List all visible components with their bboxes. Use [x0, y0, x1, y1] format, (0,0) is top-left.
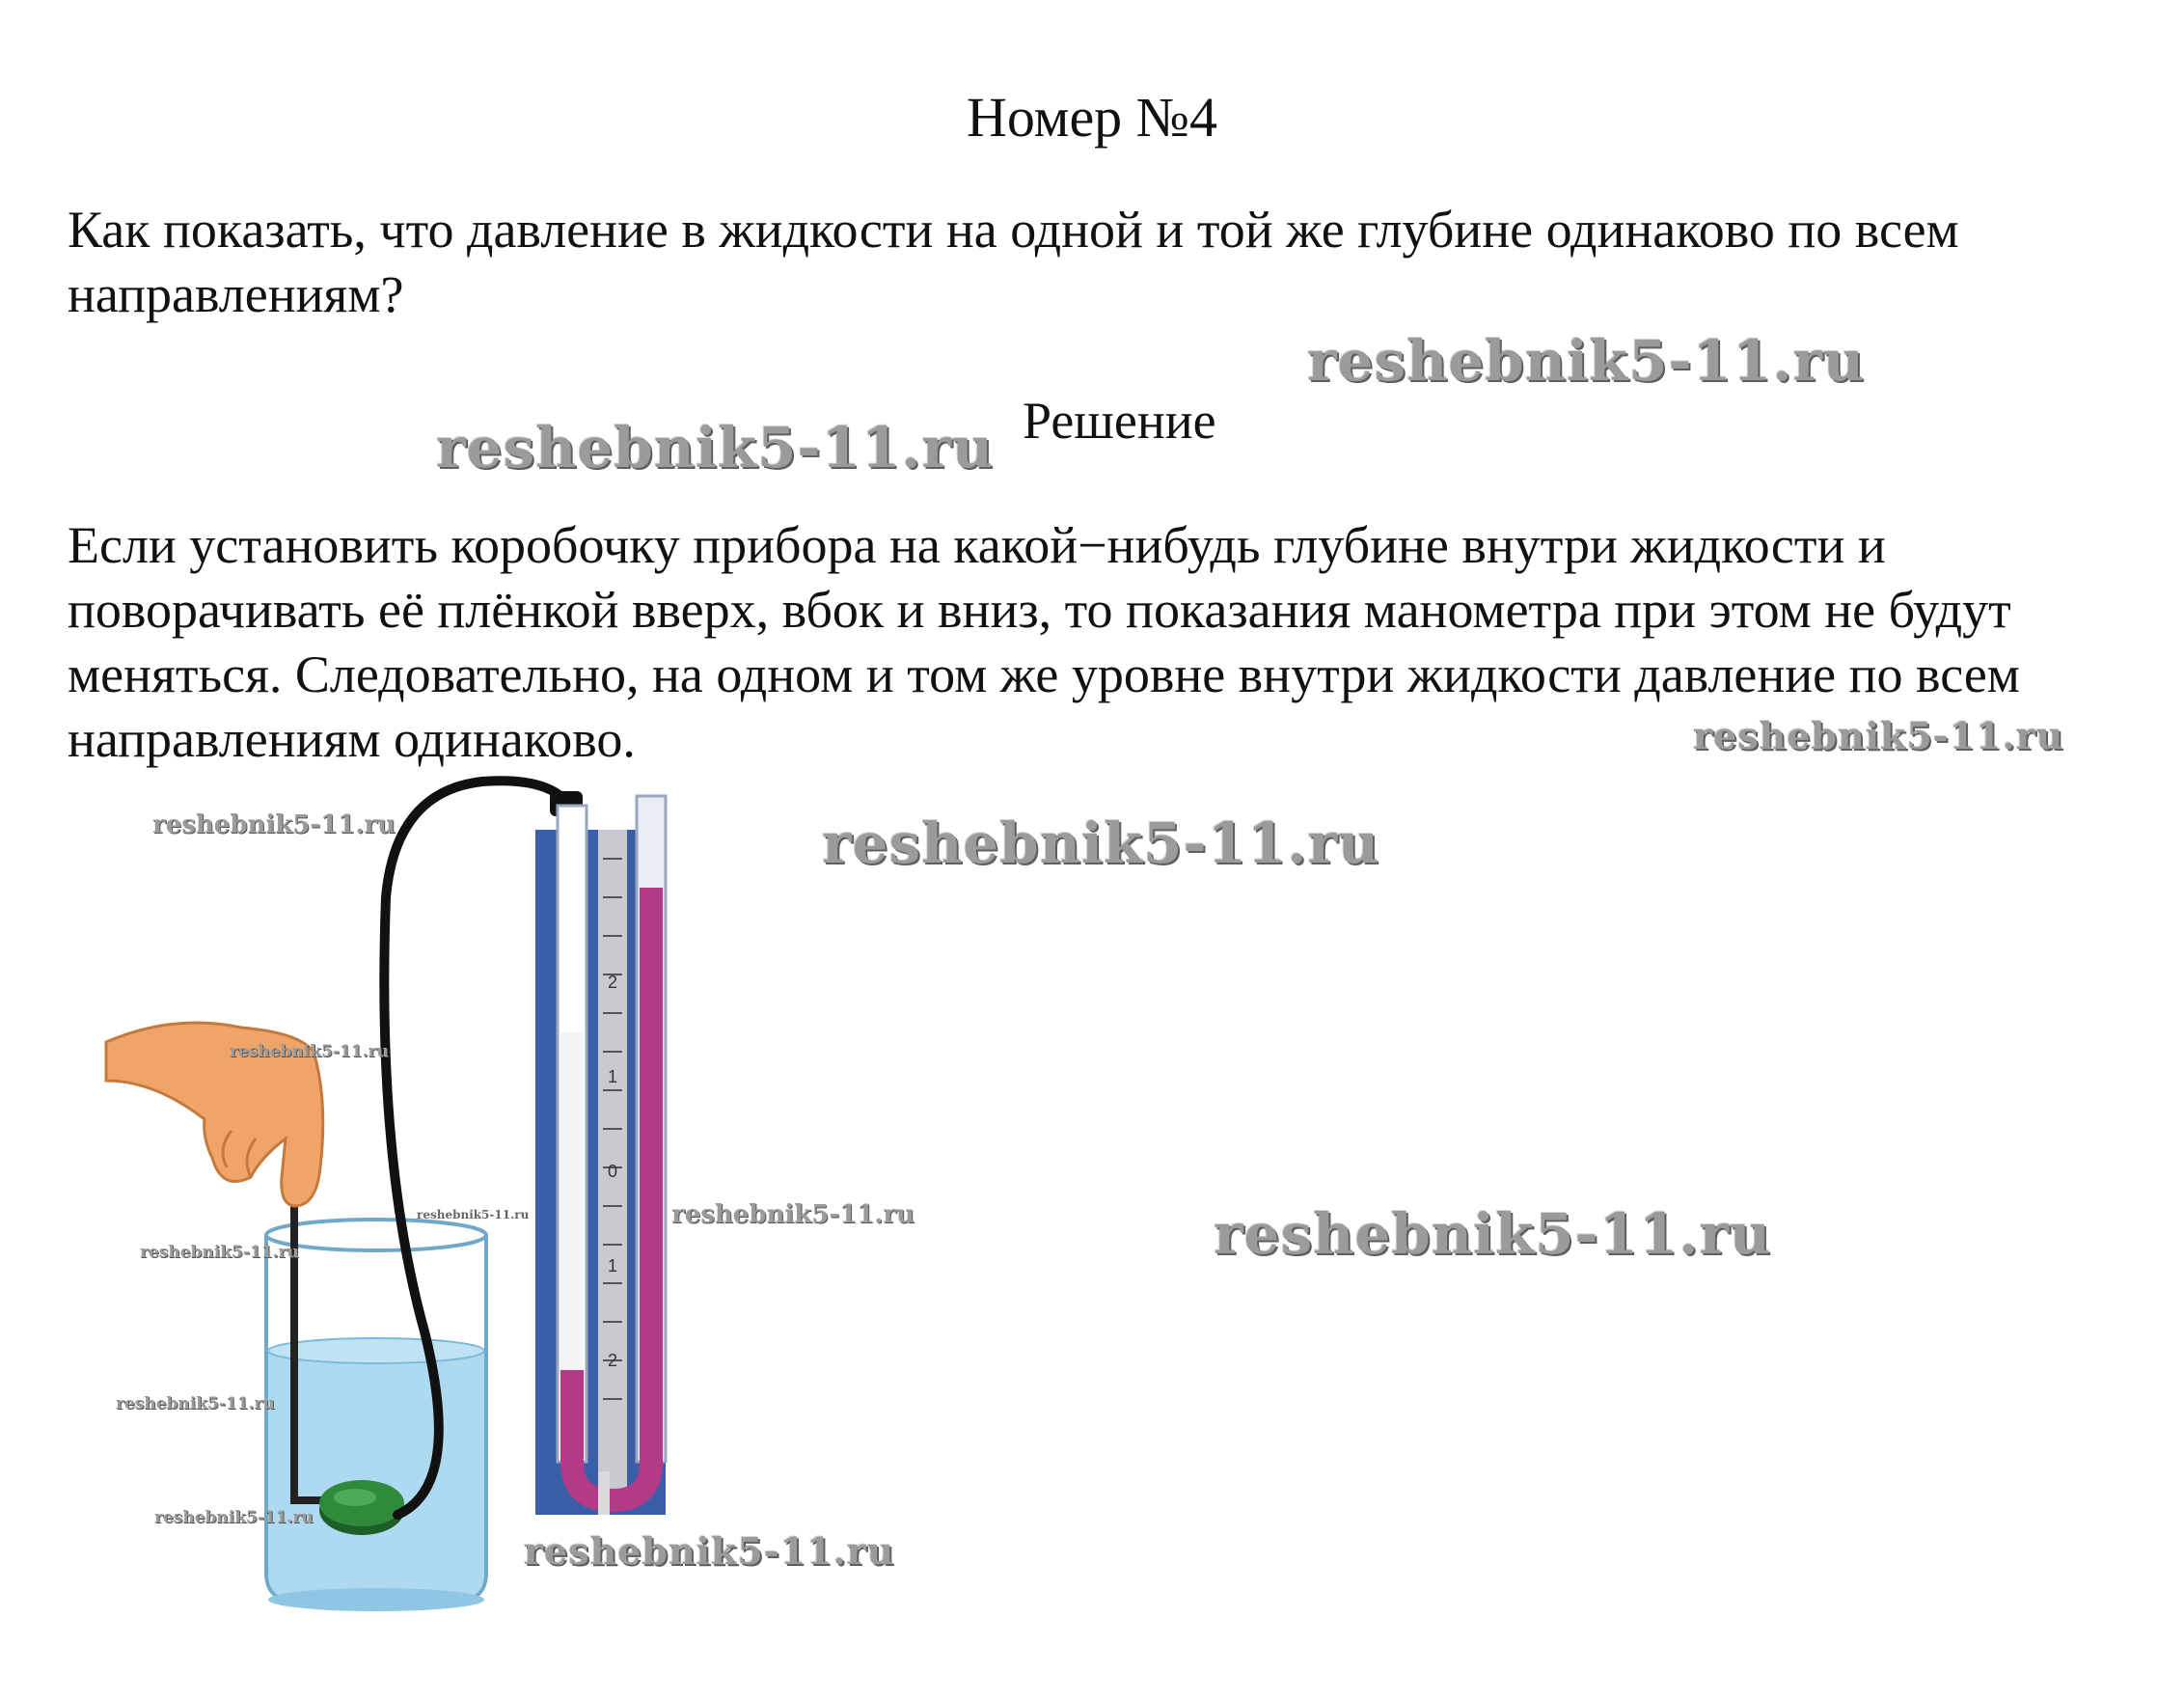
watermark: reshebnik5-11.ru	[822, 810, 1380, 876]
watermark: reshebnik5-11.ru	[230, 1042, 389, 1061]
beaker	[266, 1220, 486, 1611]
watermark: reshebnik5-11.ru	[417, 1208, 530, 1221]
liquid-column	[640, 888, 663, 1462]
watermark: reshebnik5-11.ru	[1693, 714, 2064, 757]
watermark: reshebnik5-11.ru	[154, 1508, 314, 1527]
scale-label: 2	[607, 973, 618, 992]
watermark: reshebnik5-11.ru	[116, 1394, 275, 1413]
water	[268, 1351, 484, 1600]
scale-label: 1	[607, 1067, 618, 1086]
page-title: Номер №4	[966, 86, 1218, 149]
answer-text: Если установить коробочку прибора на какой−нибудь глубине внутри жидкости и поворачивать её плёнкой вверх, вбок и вниз, то показания манометра при этом не будут меняться. Следовательно, на одном и том же уровне внутри жидкости давление по всем направлениям одинаково.	[68, 516, 2020, 768]
solution-heading: Решение	[1023, 392, 1216, 450]
watermark: reshebnik5-11.ru	[524, 1529, 895, 1573]
watermark: reshebnik5-11.ru	[1214, 1201, 1772, 1267]
scale-label: 1	[607, 1256, 618, 1276]
manometer-illustration	[96, 753, 926, 1621]
watermark: reshebnik5-11.ru	[436, 415, 995, 480]
u-tube-manometer	[535, 796, 666, 1515]
question-text: Как показать, что давление в жидкости на одной и той же глубине одинаково по всем направлениям?	[68, 201, 1959, 323]
scale-label: 2	[607, 1351, 618, 1370]
watermark: reshebnik5-11.ru	[152, 810, 396, 839]
watermark: reshebnik5-11.ru	[671, 1200, 915, 1229]
watermark: reshebnik5-11.ru	[140, 1243, 299, 1262]
scale-label: 0	[607, 1162, 618, 1181]
pressure-box	[319, 1480, 404, 1535]
watermark: reshebnik5-11.ru	[1307, 328, 1866, 394]
